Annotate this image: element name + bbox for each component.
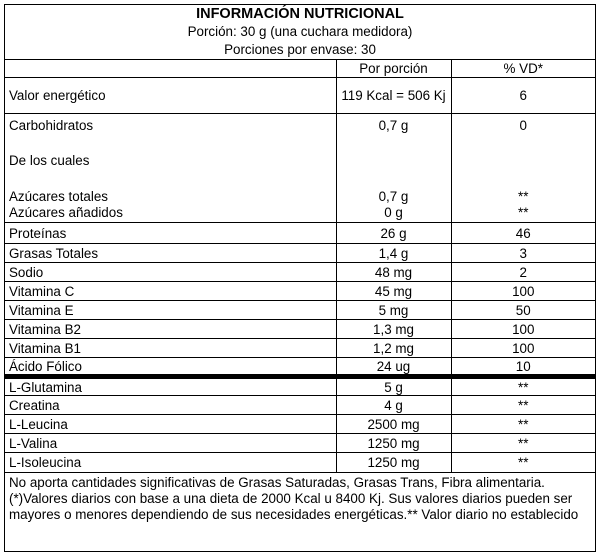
nutrient-name: Creatina: [5, 396, 336, 415]
nutrient-row: [5, 184, 595, 204]
nutrient-name: Vitamina B1: [5, 339, 336, 358]
servings-per-container: Porciones por envase: 30: [224, 42, 376, 57]
nutrient-daily-value: **: [451, 434, 595, 453]
header-title-row: [5, 5, 595, 23]
nutrient-amount: 4 g: [336, 396, 451, 415]
nutrient-amount: 26 g: [336, 223, 451, 244]
nutrient-amount: 24 ug: [336, 358, 451, 377]
panel-title: INFORMACIÓN NUTRICIONAL: [196, 6, 404, 22]
nutrient-daily-value: 10: [451, 358, 595, 377]
nutrient-amount: 1250 mg: [336, 453, 451, 472]
nutrient-daily-value: 0: [451, 114, 595, 138]
nutrient-row: [5, 301, 595, 320]
nutrient-daily-value: **: [451, 415, 595, 434]
nutrient-amount: 48 mg: [336, 263, 451, 282]
nutrient-row: [5, 453, 595, 472]
nutrient-amount: 1250 mg: [336, 434, 451, 453]
nutrient-name: Azúcares totales: [5, 184, 336, 204]
nutrient-name: L-Valina: [5, 434, 336, 453]
nutrient-name: Grasas Totales: [5, 244, 336, 263]
nutrient-subheading-row: [5, 138, 595, 184]
nutrient-amount: 0 g: [336, 204, 451, 223]
nutrient-name: Vitamina E: [5, 301, 336, 320]
nutrient-name: Vitamina C: [5, 282, 336, 301]
nutrient-subheading: De los cuales: [5, 138, 336, 184]
nutrient-daily-value: **: [518, 188, 529, 204]
nutrient-row: [5, 244, 595, 263]
nutrient-name: L-Glutamina: [5, 377, 336, 396]
nutrient-row: [5, 377, 595, 396]
nutrient-daily-value: **: [518, 205, 529, 221]
column-header-row: [5, 60, 595, 78]
nutrient-daily-value: **: [451, 396, 595, 415]
nutrient-daily-value: 100: [451, 282, 595, 301]
nutrition-table: [5, 5, 595, 472]
nutrient-amount: 5 mg: [336, 301, 451, 320]
nutrient-daily-value: 6: [451, 78, 595, 114]
nutrient-daily-value: 46: [451, 223, 595, 244]
nutrient-name: L-Leucina: [5, 415, 336, 434]
nutrient-amount: 45 mg: [336, 282, 451, 301]
nutrient-name: Proteínas: [5, 223, 336, 244]
nutrient-daily-value: **: [451, 453, 595, 472]
header-serving-row: [5, 23, 595, 41]
nutrient-name: Azúcares añadidos: [5, 204, 336, 223]
nutrient-row: [5, 415, 595, 434]
serving-size: Porción: 30 g (una cuchara medidora): [187, 24, 413, 39]
nutrient-amount: 1,2 mg: [336, 339, 451, 358]
nutrient-amount: 0,7 g: [336, 184, 451, 204]
nutrient-amount: 5 g: [336, 377, 451, 396]
nutrient-name: Vitamina B2: [5, 320, 336, 339]
nutrient-daily-value: **: [451, 377, 595, 396]
nutrient-row: [5, 339, 595, 358]
nutrient-daily-value: 100: [451, 339, 595, 358]
nutrient-row: [5, 320, 595, 339]
nutrient-row: [5, 434, 595, 453]
nutrient-row: [5, 78, 595, 114]
nutrient-row: [5, 263, 595, 282]
column-header-per-serving: Por porción: [336, 60, 451, 78]
nutrition-facts-panel: [4, 4, 596, 552]
nutrient-row: [5, 114, 595, 138]
nutrient-row: [5, 396, 595, 415]
header-servings-row: [5, 41, 595, 60]
nutrient-amount: 119 Kcal = 506 Kj: [336, 78, 451, 114]
nutrient-amount: 1,4 g: [336, 244, 451, 263]
nutrient-name: Sodio: [5, 263, 336, 282]
column-header-daily-value: % VD*: [451, 60, 595, 78]
nutrient-name: Valor energético: [5, 78, 336, 114]
nutrient-name: Carbohidratos: [5, 114, 336, 138]
nutrient-amount: 0,7 g: [336, 114, 451, 138]
nutrient-amount: 1,3 mg: [336, 320, 451, 339]
nutrient-row: [5, 358, 595, 377]
nutrient-row: [5, 204, 595, 223]
nutrient-daily-value: 3: [451, 244, 595, 263]
column-header-nutrient: [5, 60, 336, 78]
nutrient-name: Ácido Fólico: [5, 358, 336, 377]
nutrient-name: L-Isoleucina: [5, 453, 336, 472]
nutrient-daily-value: 50: [451, 301, 595, 320]
nutrient-daily-value: 2: [451, 263, 595, 282]
nutrient-row: [5, 282, 595, 301]
nutrient-amount: 2500 mg: [336, 415, 451, 434]
nutrient-daily-value: 100: [451, 320, 595, 339]
footnotes: No aporta cantidades significativas de Grasas Saturadas, Grasas Trans, Fibra alimentaria. (*)Valores diarios con base a una dieta de 2000 Kcal u 8400 Kj. Sus valores diarios pueden ser mayores o menores dependiendo de sus necesidades energéticas.** Valor diario no establecido: [5, 472, 595, 525]
nutrient-row: [5, 223, 595, 244]
